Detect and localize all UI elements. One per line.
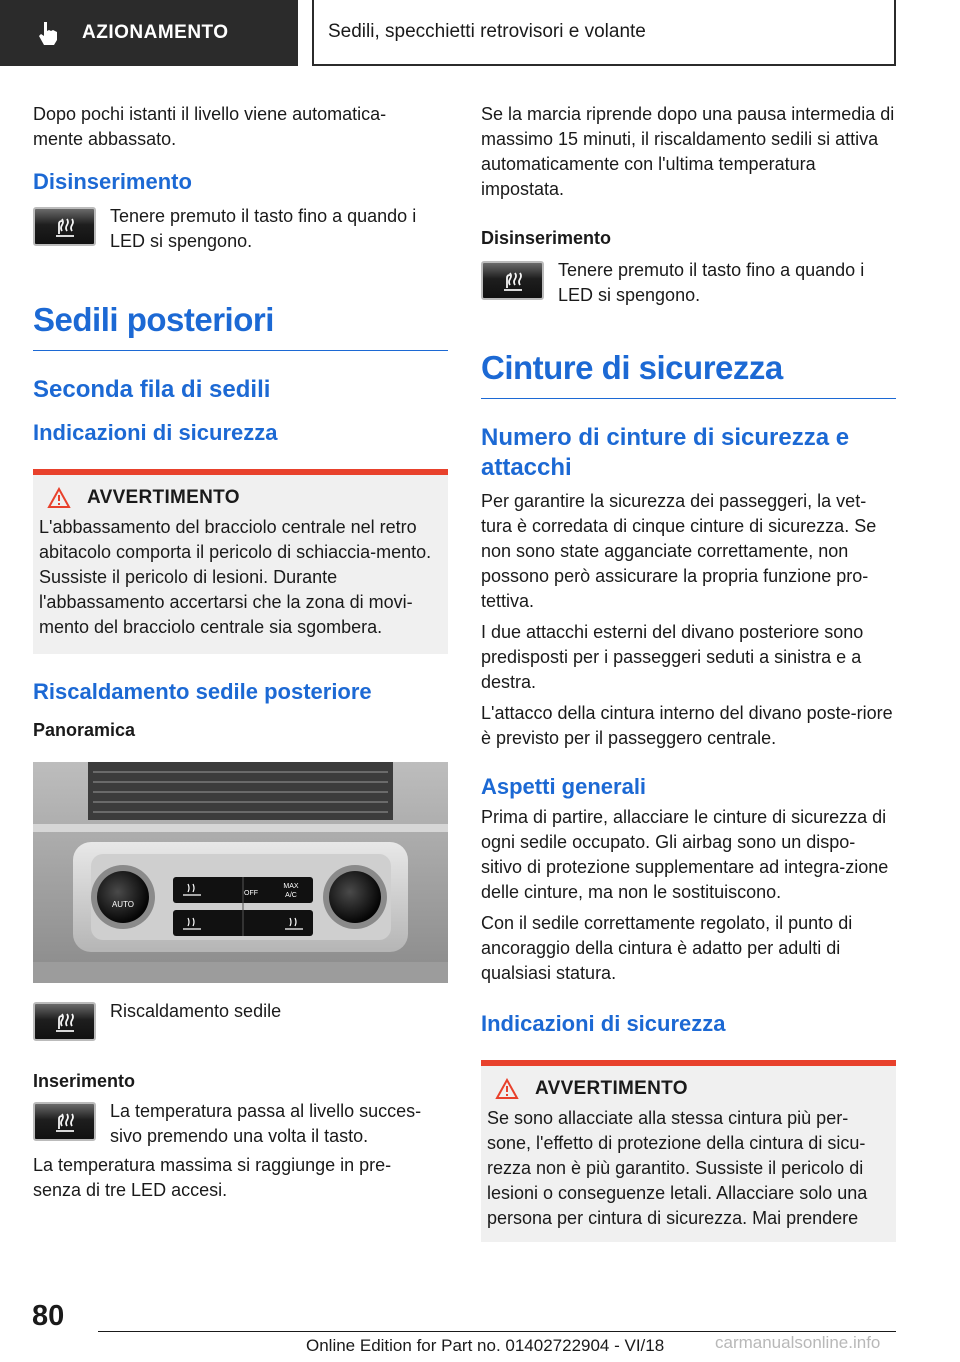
number-heading: Numero di cinture di sicurezza e attacchi — [481, 424, 850, 481]
climate-panel-photo — [33, 762, 448, 983]
edition-text: Online Edition for Part no. 01402722904 - VI/18 — [306, 1336, 665, 1355]
left-column — [33, 102, 448, 1203]
heating-heading: Riscaldamento sedile posteriore — [33, 679, 372, 704]
off-text: Tenere premuto il tasto fino a quando i LED si spengono. — [110, 206, 417, 251]
general-paragraph-2: Con il sedile correttamente regolato, il punto di ancoraggio della cintura è adatto per adulti di qualsiasi statura. — [481, 913, 853, 983]
resume-paragraph: Se la marcia riprende dopo una pausa intermedia di massimo 15 minuti, il riscaldamento sedili si attiva automaticamente con l'ultima temperatura impostata. — [481, 104, 895, 199]
auto-label: AUTO — [111, 900, 135, 909]
seat-heating-label: Riscaldamento sedile — [110, 1001, 282, 1021]
overview-heading: Panoramica — [33, 720, 136, 740]
page-number: 80 — [32, 1300, 65, 1332]
seat-heating-button-icon — [33, 1102, 96, 1141]
on-text: La temperatura passa al livello succes-sivo premendo una volta il tasto. — [110, 1101, 422, 1146]
seat-heating-button-icon — [481, 261, 544, 300]
off-heading: Disinserimento — [33, 169, 192, 194]
off2-instruction — [481, 258, 896, 308]
warning-box-2 — [481, 1060, 896, 1242]
belts-heading: Cinture di sicurezza — [481, 348, 896, 399]
warning-text-2: Se sono allacciate alla stessa cintura più per-sone, l'effetto di protezione della cintura di sicu-rezza non è più garantito. Sussiste il pericolo di lesioni o conseguenze letali. Allacciare solo una persona per cintura di sicurezza. Mai prendere — [487, 1108, 868, 1228]
header-section-tab — [0, 0, 298, 66]
header-chapter-box — [312, 0, 896, 66]
general-heading: Aspetti generali — [481, 774, 647, 799]
on-heading: Inserimento — [33, 1071, 136, 1091]
warning-text: L'abbassamento del bracciolo centrale nel retro abitacolo comporta il pericolo di schiaccia-mento. Sussiste il pericolo di lesioni. Durante l'abbassamento accertarsi che la zona di movi-mento del bracciolo centrale sia sgombera. — [39, 517, 432, 637]
watermark-text: carmanualsonline.info — [715, 1333, 881, 1352]
warning-triangle-icon — [495, 1078, 519, 1100]
warning-label-2: AVVERTIMENTO — [535, 1078, 688, 1099]
off2-text: Tenere premuto il tasto fino a quando i LED si spengono. — [558, 260, 865, 305]
section-title: AZIONAMENTO — [82, 22, 229, 43]
max-text: La temperatura massima si raggiunge in pre-senza di tre LED accesi. — [33, 1155, 392, 1200]
chapter-title: Sedili, specchietti retrovisori e volante — [328, 21, 646, 42]
warning-label: AVVERTIMENTO — [87, 487, 240, 508]
seat-heating-legend — [33, 999, 448, 1041]
safety-heading: Indicazioni di sicurezza — [33, 420, 278, 445]
rear-seats-heading: Sedili posteriori — [33, 300, 448, 351]
off2-heading: Disinserimento — [481, 228, 612, 248]
max-label: MAX — [283, 883, 299, 890]
right-column — [481, 102, 896, 1242]
ac-label: A/C — [285, 892, 297, 899]
off-instruction — [33, 204, 448, 254]
general-paragraph-1: Prima di partire, allacciare le cinture di sicurezza di ogni sedile occupato. Gli airbag sono un dispo-sitivo di protezione supplementare ad integra-zione delle cinture, ma non le sostituiscono. — [481, 807, 889, 902]
intro-paragraph: Dopo pochi istanti il livello viene automatica-mente abbassato. — [33, 104, 387, 149]
warning-triangle-icon — [47, 487, 71, 509]
on-instruction — [33, 1099, 448, 1149]
hand-pointer-icon — [36, 20, 60, 46]
second-row-heading: Seconda fila di sedili — [33, 376, 271, 403]
off-label: OFF — [244, 890, 258, 897]
safety2-heading: Indicazioni di sicurezza — [481, 1011, 726, 1036]
seat-heating-button-icon — [33, 1002, 96, 1041]
belts-paragraph-2: I due attacchi esterni del divano posteriore sono predisposti per i passeggeri seduti a sinistra e a destra. — [481, 622, 864, 692]
warning-title — [47, 487, 442, 509]
warning-title-2 — [495, 1078, 890, 1100]
belts-paragraph-1: Per garantire la sicurezza dei passeggeri, la vet-tura è corredata di cinque cinture di sicurezza. Se non sono state agganciate correttamente, non possono però assicurare la propria funzione pro-tettiva. — [481, 491, 877, 611]
seat-heating-button-icon — [33, 207, 96, 246]
footer-rule — [98, 1331, 896, 1332]
warning-box — [33, 469, 448, 654]
belts-paragraph-3: L'attacco della cintura interno del divano poste-riore è previsto per il passeggero centrale. — [481, 703, 893, 748]
